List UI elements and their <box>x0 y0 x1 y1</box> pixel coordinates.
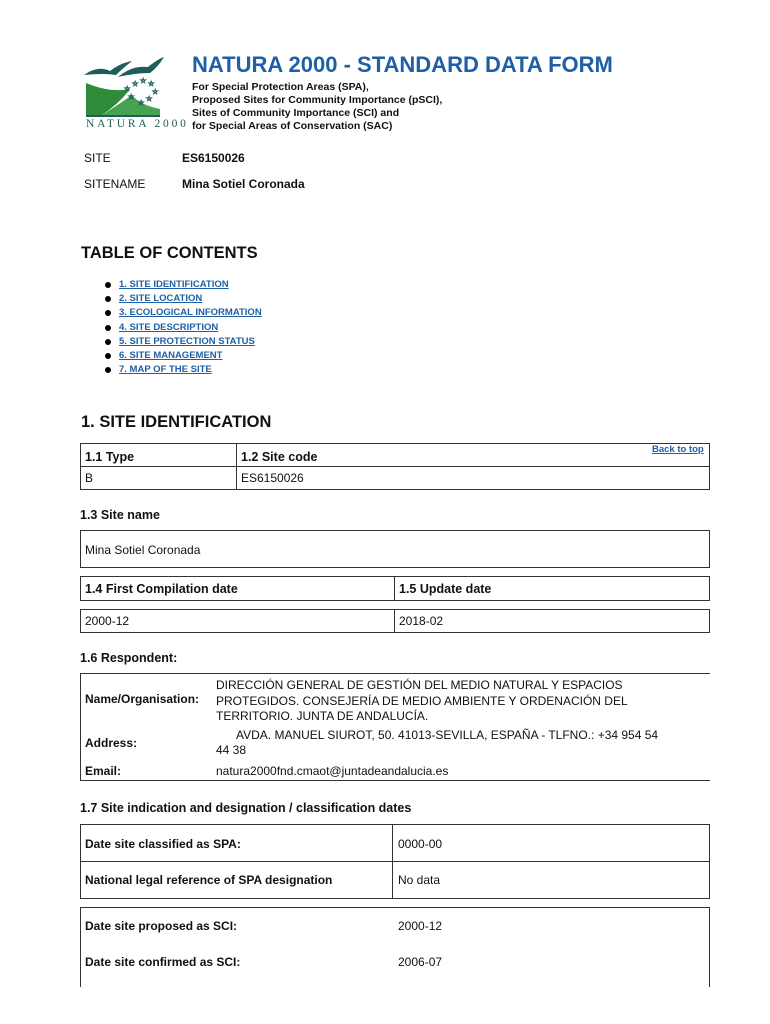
site-name-label: 1.3 Site name <box>80 508 160 522</box>
toc-item <box>80 363 262 377</box>
page-title: NATURA 2000 - STANDARD DATA FORM <box>192 52 613 77</box>
toc-item <box>80 349 262 363</box>
svg-text:☆: ☆ <box>140 77 147 85</box>
toc-list <box>80 278 262 377</box>
sitename-label: SITENAME <box>84 177 146 191</box>
spa-legal-ref-value: No data <box>398 873 441 887</box>
toc-item <box>80 292 262 306</box>
update-date-label: 1.5 Update date <box>399 582 492 596</box>
update-date-value: 2018-02 <box>399 614 444 628</box>
section-heading-site-identification: 1. SITE IDENTIFICATION <box>81 413 272 431</box>
address-value: AVDA. MANUEL SIUROT, 50. 41013-SEVILLA, ESPAÑA - TLFNO.: +34 954 54 44 38 <box>216 728 659 757</box>
designation-label: 1.7 Site indication and designation / classification dates <box>80 801 412 815</box>
toc-link-map-of-the-site[interactable]: 7. MAP OF THE SITE <box>119 364 212 376</box>
dates-value-table <box>80 609 710 633</box>
first-compilation-value: 2000-12 <box>85 614 130 628</box>
toc-item <box>80 321 262 335</box>
toc-link-site-description[interactable]: 4. SITE DESCRIPTION <box>119 321 219 333</box>
organisation-label: Name/Organisation: <box>85 692 200 706</box>
type-label: 1.1 Type <box>85 450 135 464</box>
site-value: ES6150026 <box>182 151 245 165</box>
sci-proposed-label: Date site proposed as SCI: <box>85 919 238 933</box>
svg-text:☆: ☆ <box>138 99 145 107</box>
toc-item <box>80 278 262 292</box>
natura-2000-logo <box>80 53 189 135</box>
svg-text:☆: ☆ <box>152 88 159 96</box>
toc-link-site-protection-status[interactable]: 5. SITE PROTECTION STATUS <box>119 335 255 347</box>
subtitle-line: Sites of Community Importance (SCI) and <box>192 107 400 119</box>
spa-date-label: Date site classified as SPA: <box>85 837 241 851</box>
toc-heading: TABLE OF CONTENTS <box>81 244 258 262</box>
toc-item <box>80 335 262 349</box>
sci-proposed-value: 2000-12 <box>398 919 443 933</box>
toc-link-site-identification[interactable]: 1. SITE IDENTIFICATION <box>119 279 229 290</box>
subtitle-line: Proposed Sites for Community Importance (pSCI), <box>192 94 443 106</box>
subtitle-line: for Special Areas of Conservation (SAC) <box>192 120 393 132</box>
svg-text:☆: ☆ <box>146 95 153 103</box>
email-value: natura2000fnd.cmaot@juntadeandalucia.es <box>216 764 449 778</box>
organisation-value: DIRECCIÓN GENERAL DE GESTIÓN DEL MEDIO NATURAL Y ESPACIOS PROTEGIDOS. CONSEJERÍA DE MEDIO AMBIENTE Y ORDENACIÓN DEL TERRITORIO. JUNTA DE ANDALUCÍA. <box>216 678 628 723</box>
svg-text:☆: ☆ <box>124 85 131 93</box>
toc-item <box>80 306 262 320</box>
spa-legal-ref-label: National legal reference of SPA designation <box>85 873 333 887</box>
toc-link-site-management[interactable]: 6. SITE MANAGEMENT <box>119 349 223 361</box>
sitename-value: Mina Sotiel Coronada <box>182 177 305 191</box>
type-value: B <box>85 471 94 485</box>
toc-link-site-location[interactable]: 2. SITE LOCATION <box>119 293 203 305</box>
first-compilation-label: 1.4 First Compilation date <box>85 582 238 596</box>
sci-confirmed-value: 2006-07 <box>398 955 443 969</box>
svg-text:☆: ☆ <box>148 80 155 88</box>
svg-text:☆: ☆ <box>128 93 135 101</box>
respondent-label: 1.6 Respondent: <box>80 651 178 665</box>
address-label: Address: <box>85 736 138 750</box>
site-name-value: Mina Sotiel Coronada <box>85 543 201 557</box>
back-to-top-link[interactable]: Back to top <box>652 444 704 455</box>
subtitle-line: For Special Protection Areas (SPA), <box>192 81 369 93</box>
toc-link-ecological-information[interactable]: 3. ECOLOGICAL INFORMATION <box>119 307 262 319</box>
logo-text: NATURA 2000 <box>86 118 189 130</box>
sci-confirmed-label: Date site confirmed as SCI: <box>85 955 241 969</box>
svg-text:☆: ☆ <box>132 80 139 88</box>
site-label: SITE <box>84 151 111 165</box>
site-code-value: ES6150026 <box>241 471 304 485</box>
email-label: Email: <box>85 764 122 778</box>
spa-date-value: 0000-00 <box>398 837 443 851</box>
site-code-label: 1.2 Site code <box>241 450 318 464</box>
